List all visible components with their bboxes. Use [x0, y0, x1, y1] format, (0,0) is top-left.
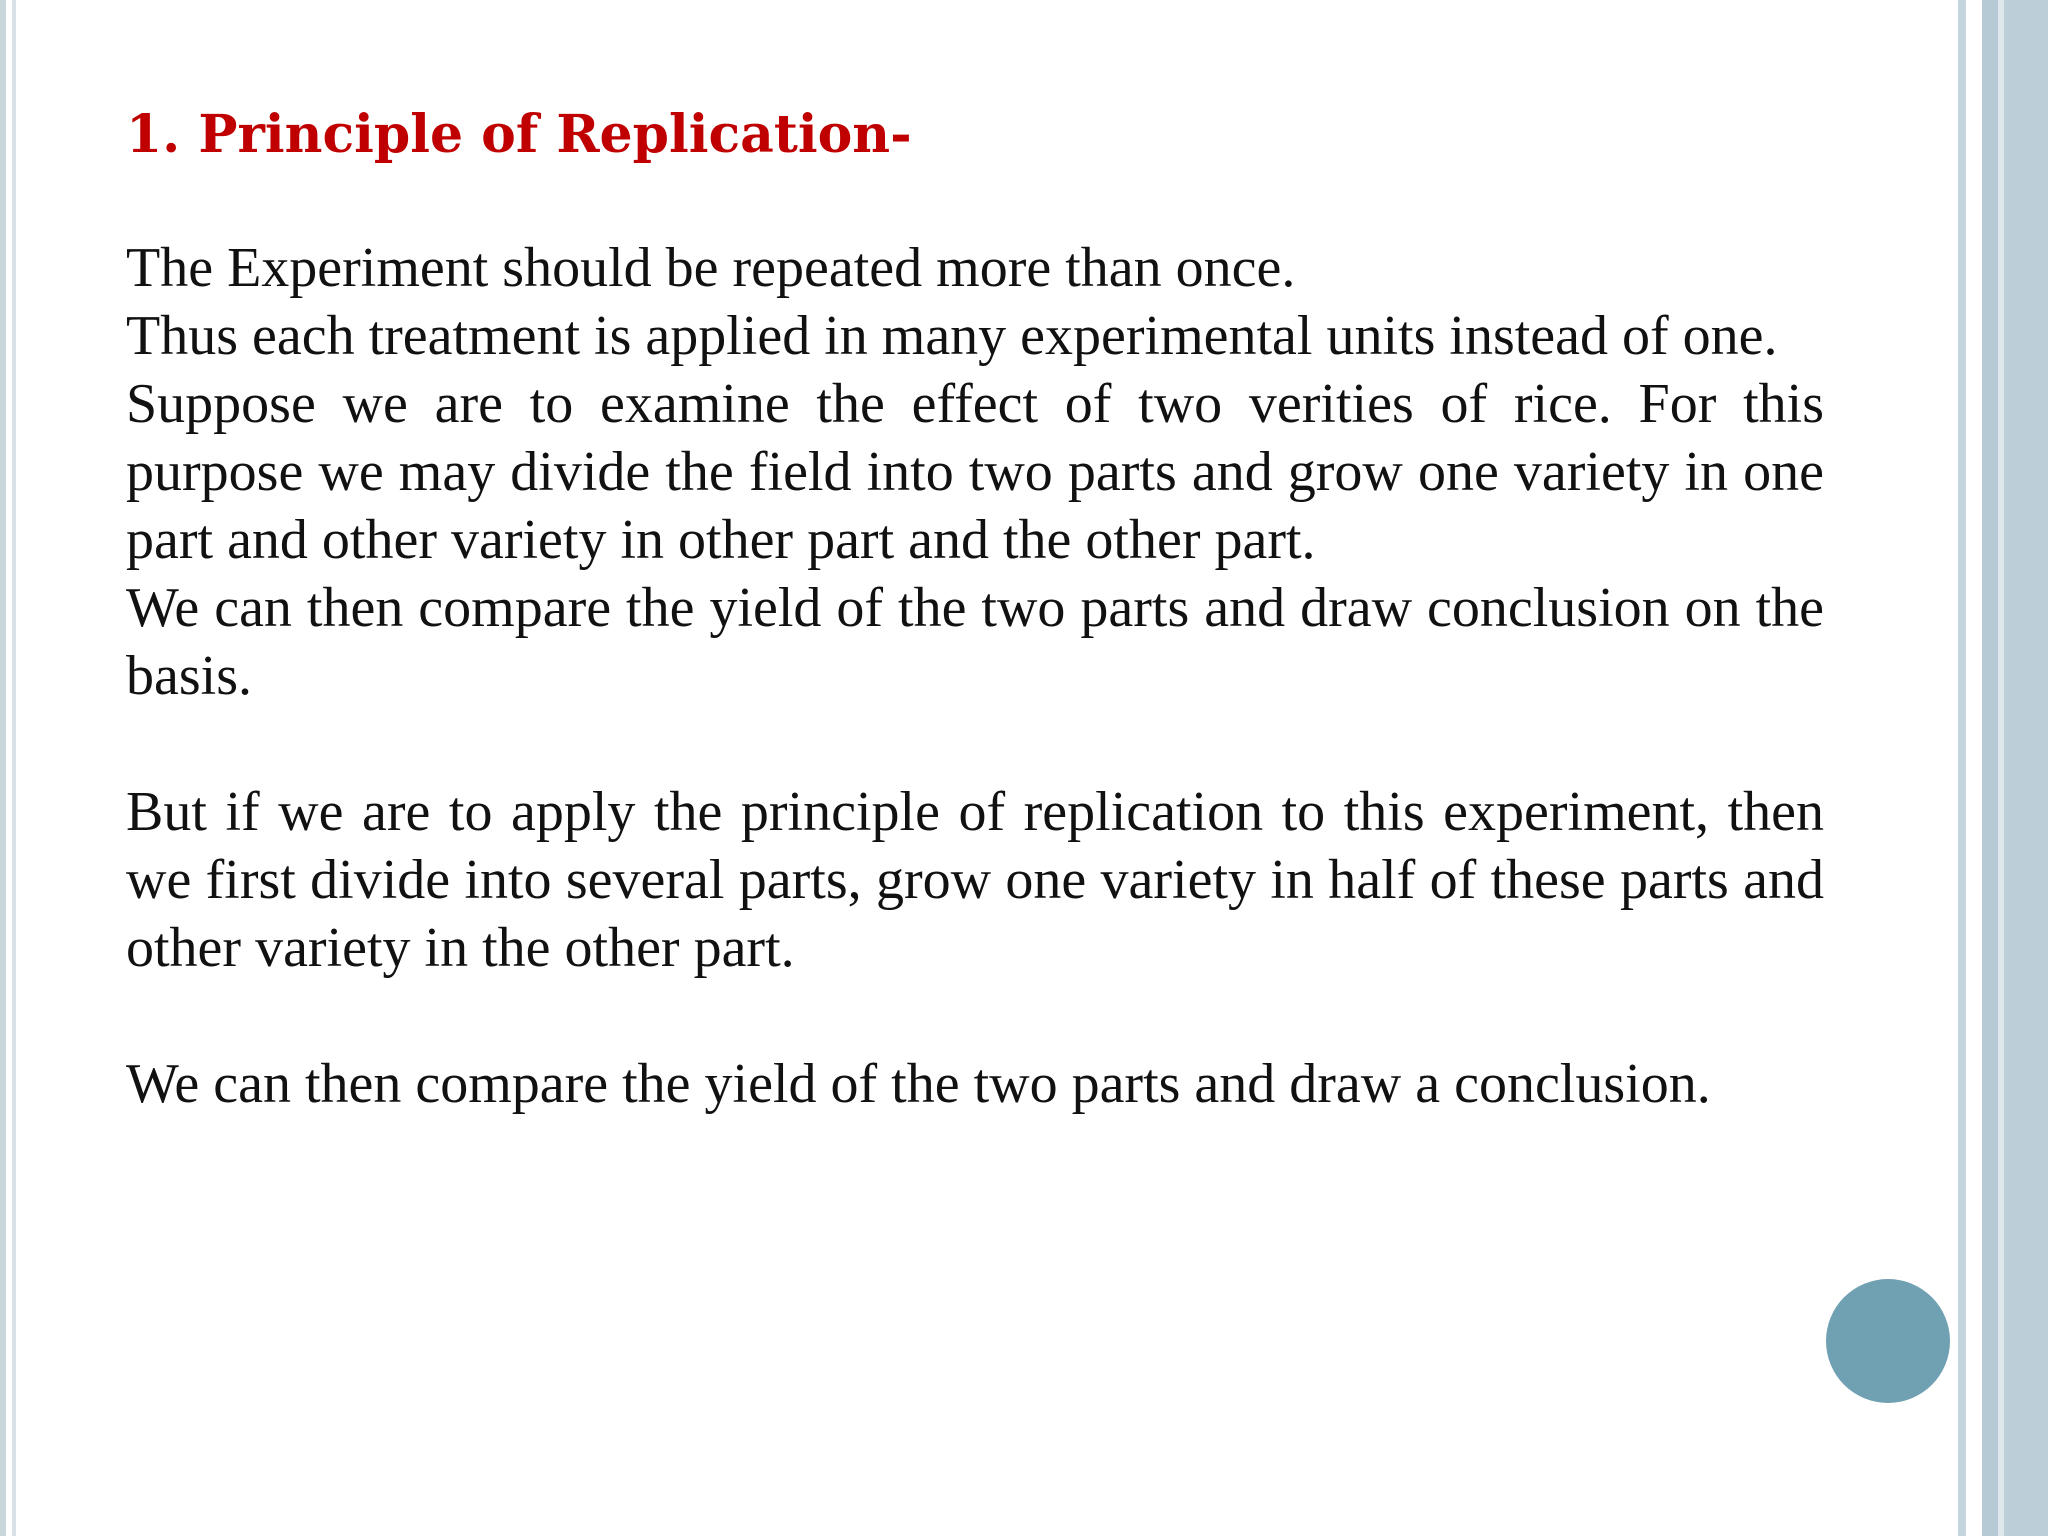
slide-title: 1. Principle of Replication-	[126, 104, 912, 165]
paragraph-2: Thus each treatment is applied in many experimental units instead of one.	[126, 305, 1778, 367]
paragraph-4: We can then compare the yield of the two parts and draw conclusion on the basis.	[126, 577, 1824, 707]
decorative-circle	[1826, 1279, 1950, 1403]
right-decorative-stripe	[1958, 0, 1966, 1536]
paragraph-5: But if we are to apply the principle of replication to this experiment, then we first divide into several parts, grow one variety in half of these parts and other variety in the other part.	[126, 781, 1824, 979]
paragraph-1: The Experiment should be repeated more than once.	[126, 237, 1296, 299]
right-decorative-stripe	[2004, 0, 2048, 1536]
paragraph-3: Suppose we are to examine the effect of two verities of rice. For this purpose we may divide the field into two parts and grow one variety in one part and other variety in other part and the other part.	[126, 373, 1824, 571]
paragraph-6: We can then compare the yield of the two parts and draw a conclusion.	[126, 1053, 1711, 1115]
left-border-line	[0, 0, 6, 1536]
right-decorative-gap	[1968, 0, 1982, 1536]
left-border-line-inner	[12, 0, 16, 1536]
slide-content	[126, 100, 1824, 1118]
right-decorative-stripe	[1982, 0, 1998, 1536]
